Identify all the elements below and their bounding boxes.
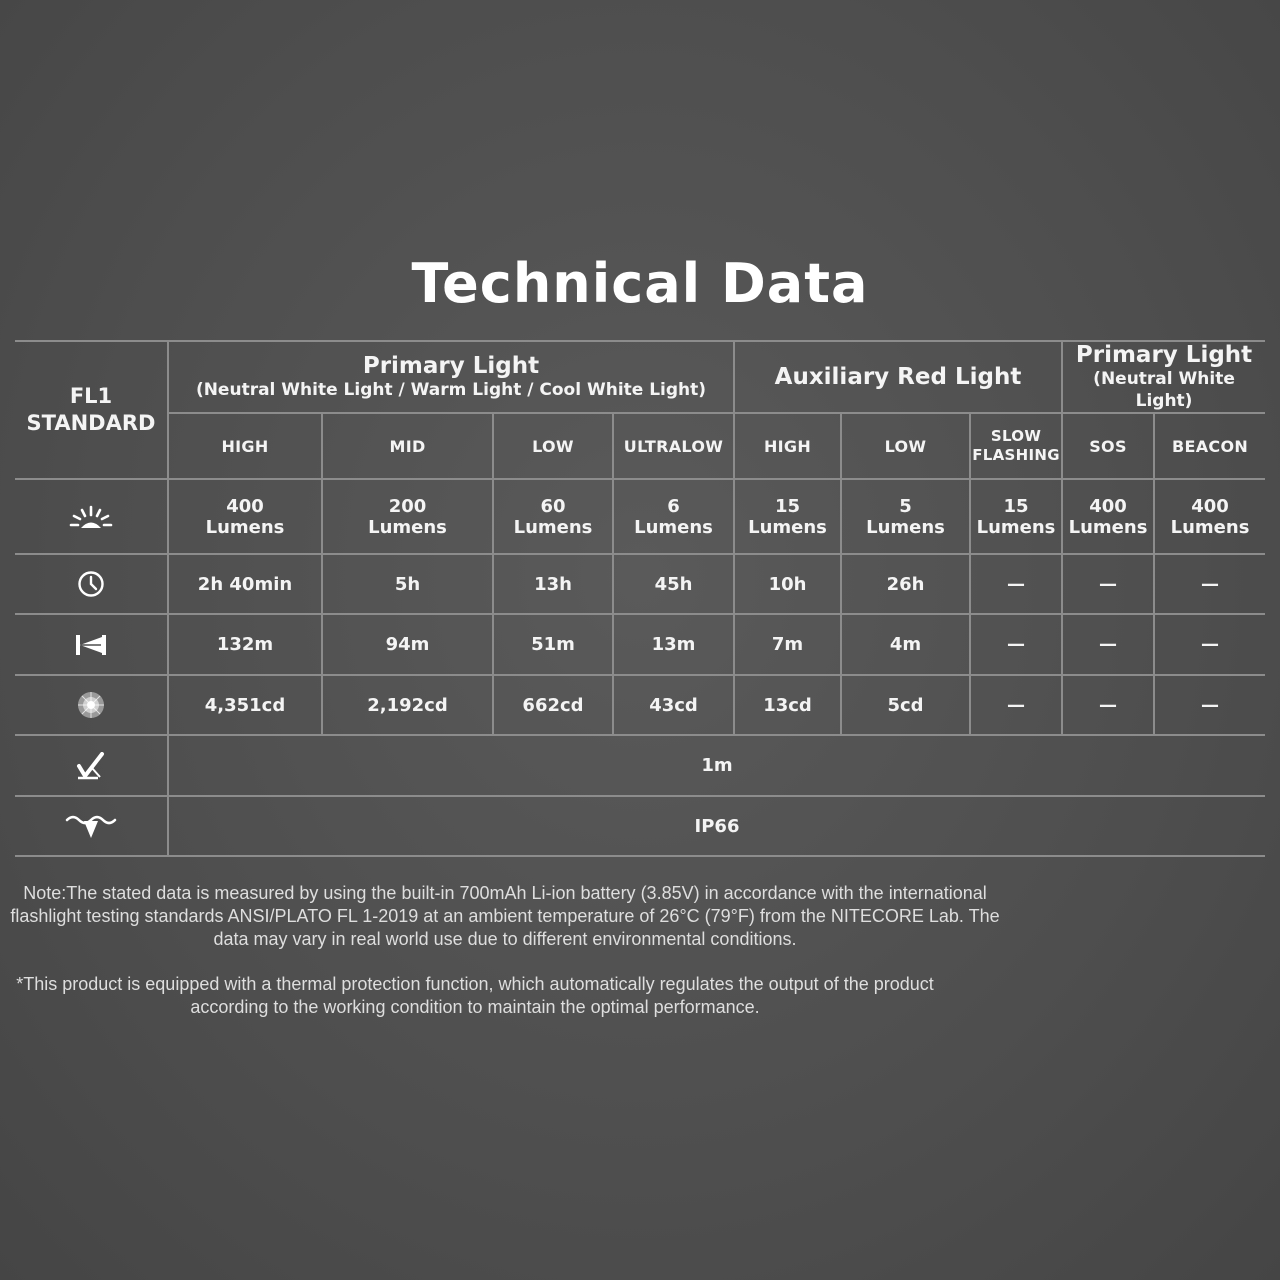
output-value: 400 Lumens [168,479,322,554]
intensity-value: 2,192cd [322,675,493,735]
runtime-value: 5h [322,554,493,614]
impact-resistance-icon [76,752,106,780]
mode-header: HIGH [168,413,322,479]
beam-distance-icon [75,633,107,657]
runtime-value: 26h [841,554,970,614]
intensity-value: — [970,675,1062,735]
mode-header: SOS [1062,413,1154,479]
waterproof-value: IP66 [168,796,1265,856]
intensity-row [15,675,1265,735]
distance-value: — [1154,614,1265,675]
output-value: 400 Lumens [1062,479,1154,554]
distance-value: 13m [613,614,734,675]
output-icon-cell [15,479,168,554]
thermal-note: *This product is equipped with a thermal protection function, which automatically regulates the output of the product according to the working condition to maintain the optimal performance. [16,974,934,1017]
waterproof-row [15,796,1265,856]
output-value: 400 Lumens [1154,479,1265,554]
group-header-auxiliary [734,341,1062,413]
runtime-value: 45h [613,554,734,614]
distance-value: 51m [493,614,613,675]
mode-header: BEACON [1154,413,1265,479]
impact-row [15,735,1265,796]
runtime-value: — [970,554,1062,614]
notes [0,882,1280,1041]
peak-intensity-icon [76,690,106,720]
page-title: Technical Data [411,252,869,315]
group-title: Primary Light [1075,342,1253,368]
output-value: 60 Lumens [493,479,613,554]
spec-table [15,340,1265,857]
runtime-value: — [1062,554,1154,614]
measurement-note: Note:The stated data is measured by using the built-in 700mAh Li-ion battery (3.85V) in accordance with the international flashlight testing standards ANSI/PLATO FL 1-2019 at an ambient temperature of 26°C (79°F) from the NITECORE Lab. The data may vary in real world use due to different environmental conditions. [10,883,1000,949]
group-header-primary [168,341,734,413]
impact-value: 1m [168,735,1265,796]
clock-icon [77,570,105,598]
distance-icon-cell [15,614,168,675]
group-subtitle: (Neutral White Light) [1093,369,1235,411]
output-value: 15 Lumens [970,479,1062,554]
distance-value: 132m [168,614,322,675]
intensity-value: 662cd [493,675,613,735]
runtime-value: — [1154,554,1265,614]
runtime-value: 10h [734,554,841,614]
mode-header: LOW [493,413,613,479]
intensity-value: 4,351cd [168,675,322,735]
model-cell [15,341,168,479]
runtime-value: 13h [493,554,613,614]
runtime-icon-cell [15,554,168,614]
model-name: FL1 [69,384,113,408]
mode-header: SLOW FLASHING [970,413,1062,479]
mode-header: HIGH [734,413,841,479]
intensity-value: 5cd [841,675,970,735]
mode-row [15,413,1265,479]
impact-icon-cell [15,735,168,796]
group-subtitle: (Neutral White Light / Warm Light / Cool White Light) [195,380,707,400]
model-standard: STANDARD [26,411,156,435]
distance-value: 7m [734,614,841,675]
runtime-row [15,554,1265,614]
output-value: 200 Lumens [322,479,493,554]
distance-value: 94m [322,614,493,675]
mode-header: MID [322,413,493,479]
group-title: Primary Light [362,353,540,379]
distance-value: — [970,614,1062,675]
group-title: Auxiliary Red Light [774,364,1022,390]
output-value: 6 Lumens [613,479,734,554]
distance-row [15,614,1265,675]
intensity-value: 13cd [734,675,841,735]
output-row [15,479,1265,554]
intensity-value: — [1154,675,1265,735]
output-value: 15 Lumens [734,479,841,554]
brightness-icon [68,503,114,531]
intensity-value: — [1062,675,1154,735]
mode-header: LOW [841,413,970,479]
intensity-icon-cell [15,675,168,735]
output-value: 5 Lumens [841,479,970,554]
distance-value: 4m [841,614,970,675]
group-header-primary-neutral [1062,341,1265,413]
waterproof-icon-cell [15,796,168,856]
distance-value: — [1062,614,1154,675]
runtime-value: 2h 40min [168,554,322,614]
intensity-value: 43cd [613,675,734,735]
mode-header: ULTRALOW [613,413,734,479]
waterproof-icon [65,812,117,840]
